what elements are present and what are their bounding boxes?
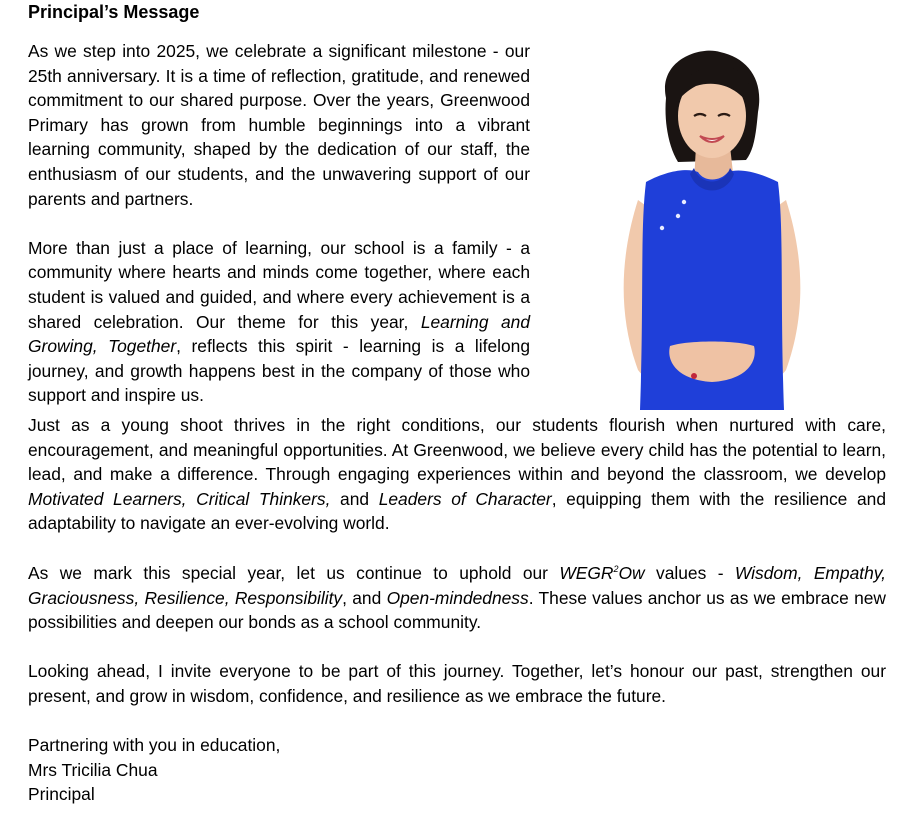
values-name-part-a: WEGR <box>559 562 614 583</box>
values-name-part-b: Ow <box>618 562 645 583</box>
principals-message-page <box>28 0 886 807</box>
paragraph-family-text-b: , reflects this spirit - learning is a lifelong journey, and growth happens best in the company of those who support and inspire us. <box>28 336 530 406</box>
signoff <box>28 733 886 807</box>
values-name-superscript: 2 <box>613 563 619 574</box>
page-heading: Principal’s Message <box>28 2 200 22</box>
paragraph-values-text-mid: values - <box>644 562 735 583</box>
signoff-title: Principal <box>28 784 95 805</box>
paragraph-values-and: , and <box>342 587 387 608</box>
paragraph-looking-ahead: Looking ahead, I invite everyone to be part of this journey. Together, let’s honour our past, strengthen our present, and grow in wisdom, confidence, and resilience as we embrace the future. <box>28 661 886 706</box>
values-list: Wisdom, Empathy, Graciousness, Resilience, Responsibility <box>28 562 886 608</box>
paragraph-values-text-a: As we mark this special year, let us continue to uphold our <box>28 562 560 583</box>
principal-portrait <box>608 50 816 410</box>
paragraph-anniversary: As we step into 2025, we celebrate a significant milestone - our 25th anniversary. It is a time of reflection, gratitude, and renewed commitment to our shared purpose. Over the years, Greenwood Primary has grown from humble beginnings into a vibrant learning community, shaped by the dedication of our staff, the enthusiasm of our students, and the unwavering support of our parents and partners. <box>28 41 530 209</box>
body-text <box>28 413 886 807</box>
paragraph-outcomes <box>28 413 886 536</box>
paragraph-values-text-b: . These values anchor us as we embrace new possibilities and deepen our bonds as a school community. <box>28 587 886 633</box>
outcome-learners-thinkers: Motivated Learners, Critical Thinkers, <box>28 488 331 509</box>
value-open-mindedness: Open-mindedness <box>386 587 529 608</box>
paragraph-values <box>28 561 886 635</box>
values-name <box>559 563 644 583</box>
paragraph-outcomes-text-a: Just as a young shoot thrives in the right conditions, our students flourish when nurtured with care, encouragement, and meaningful opportunities. At Greenwood, we believe every child has the potential to learn, lead, and make a difference. Through engaging experiences within and beyond the classroom, we develop <box>28 415 886 485</box>
paragraph-family-text-a: More than just a place of learning, our school is a family - a community where hearts and minds come together, where each student is valued and guided, and where every achievement is a shared celebration. Our theme for this year, <box>28 237 530 332</box>
signoff-name: Mrs Tricilia Chua <box>28 759 158 780</box>
paragraph-outcomes-and: and <box>330 488 379 509</box>
school-theme: Learning and Growing, Together <box>28 311 530 357</box>
intro-text <box>28 39 530 408</box>
outcome-leaders: Leaders of Character <box>378 488 552 509</box>
intro-block <box>28 39 886 413</box>
signoff-closing: Partnering with you in education, <box>28 735 281 756</box>
paragraph-family <box>28 236 530 408</box>
paragraph-outcomes-text-b: , equipping them with the resilience and adaptability to navigate an ever-evolving world. <box>28 488 887 534</box>
